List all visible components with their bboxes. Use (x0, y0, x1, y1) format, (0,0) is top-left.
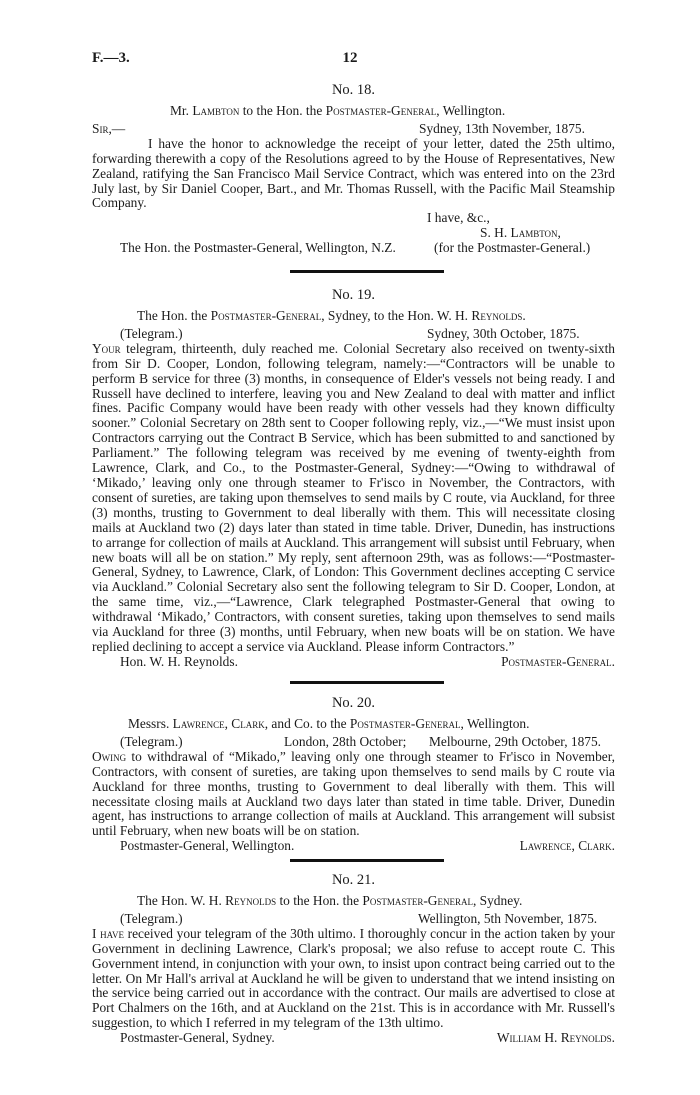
letter-number: No. 18. (331, 82, 376, 98)
addressee: Postmaster-General, Sydney. (120, 1030, 275, 1046)
letter-no-20 (92, 696, 615, 854)
addressee-line (92, 241, 615, 256)
letter-number: No. 19. (331, 287, 376, 303)
letter-heading: The Hon. W. H. Reynolds to the Hon. the Postmaster-General, Sydney. (137, 892, 523, 908)
note-line (92, 735, 615, 750)
letter-body: I have the honor to acknowledge the receipt of your letter, dated the 25th ultimo, forwarding therewith a copy of the Resolutions agreed to by the House of Representatives, New Zealand, ratifying the San Francisco Mail Service Contract, which was entered into on the 23rd July last, by Sir Daniel Cooper, Bart., and Mr. Thomas Russell, with the Pacific Mail Steamship Company. (92, 135, 615, 211)
letter-heading: Messrs. Lawrence, Clark, and Co. to the Postmaster-General, Wellington. (128, 715, 530, 731)
section-divider (290, 859, 444, 862)
note-line (92, 912, 615, 927)
letter-no-18 (92, 83, 615, 256)
place-date: Sydney, 30th October, 1875. (427, 325, 580, 341)
letter-no-21 (92, 873, 615, 1046)
letter-number: No. 21. (331, 872, 376, 888)
section-divider (290, 681, 444, 684)
closing-line (92, 211, 615, 226)
closing: I have, &c., (427, 210, 490, 226)
place-date: Melbourne, 29th October, 1875. (429, 733, 602, 749)
signature-line (92, 655, 615, 670)
section-divider (290, 270, 444, 273)
signature: Lawrence, Clark. (519, 838, 615, 854)
salutation-line (92, 122, 615, 137)
telegram-note: (Telegram.) (120, 325, 183, 341)
signature-line (92, 839, 615, 854)
signature-line (92, 1031, 615, 1046)
place-date: Sydney, 13th November, 1875. (419, 120, 585, 136)
letter-body: I have received your telegram of the 30th ultimo. I thoroughly concur in the action taken by your Government in declining Lawrence, Clark's proposal; we also refuse to accept route C. This Government intend, in conjunction with your own, to insist upon contract being carried out to the letter. On Mr Hall's arrival at Auckland he will be given to understand that we intend insisting on the service being carried out in accordance with the contract. Our mails are advertised to close at Port Chalmers on the 16th, and at Auckland on the 21st. This is in accordance with Mr. Russell's suggestion, to which I referred in my telegram of the 13th ultimo. (92, 925, 615, 1031)
letter-no-19 (92, 288, 615, 670)
letter-body: Owing to withdrawal of “Mikado,” leaving only one through steamer to Fr'isco in November, Contractors, with consent of sureties, are taking upon themselves to send mails by C route via Auckland for three months, trusting to Government to deal liberally with them. This will necessitate closing mails at Auckland two days later than stated in time table. Driver, Dunedin agent, has instructions to arrange collection of mails at Auckland. This arrangement will subsist until February, when new boats will be on station. (92, 748, 615, 839)
signature: Postmaster-General. (501, 653, 615, 669)
addressee: Hon. W. H. Reynolds. (120, 653, 238, 669)
note-line (92, 327, 615, 342)
origin-date: London, 28th October; (284, 733, 407, 749)
letter-number: No. 20. (331, 695, 376, 711)
letter-body: Your telegram, thirteenth, duly reached me. Colonial Secretary also received on twenty-sixth from Sir D. Cooper, London, following telegram, namely:—“Contractors will be unable to perform B service for three (3) months, in consequence of Elder's vessels not being ready. I and Russell have declined to interfere, leaving you and New Zealand to deal with matter and inflict fines. Pacific Company would have been ready with other vessels had they known difficulty sooner.” Colonial Secretary on 28th sent to Cooper following reply, viz.,—“We must insist upon Contractors carrying out the Contract B Service, which has been submitted to and sanctioned by Parliament.” The following telegram was received by me evening of twenty-eighth from Lawrence, Clark, and Co., to the Postmaster-General, Sydney:—“Owing to withdrawal of ‘Mikado,’ leaving only one through steamer to Fr'isco in November, the Contractors, with consent of sureties, are taking upon themselves to send mails by C route, via Auckland, for three (3) months, trusting to Government to deal liberally with them. This will necessitate closing mails at Auckland two (2) days later than stated in time table. Driver, Dunedin, has instructions to arrange for collection of mails at Auckland. This arrangement will subsist until February, when new boats will all be on station.” My reply, sent afternoon 29th, was as follows:—“Postmaster-General, Sydney, to Lawrence, Clark, of London: This Government declines accepting C service via Auckland.” Colonial Secretary also sent the following telegram to Sir D. Cooper, London, at the same time, viz.,—“Lawrence, Clark telegraphed Postmaster-General that owing to withdrawal ‘Mikado,’ Contractors, with consent sureties, taking upon themselves to send mails via Auckland for three (3) months, until February, when new boats will be on station. We have replied declining to accept a service via Auckland. Please inform Contractors.” (92, 340, 615, 654)
telegram-note: (Telegram.) (120, 733, 183, 749)
place-date: Wellington, 5th November, 1875. (418, 910, 598, 926)
letter-heading: The Hon. the Postmaster-General, Sydney, to the Hon. W. H. Reynolds. (137, 307, 526, 323)
signature: S. H. Lambton, (480, 225, 561, 241)
page-number: 12 (342, 50, 358, 66)
addressee: Postmaster-General, Wellington. (120, 838, 295, 854)
signature-note: (for the Postmaster-General.) (434, 240, 591, 256)
letter-heading: Mr. Lambton to the Hon. the Postmaster-General, Wellington. (170, 102, 506, 118)
addressee: The Hon. the Postmaster-General, Wellington, N.Z. (120, 240, 396, 256)
report-code: F.—3. (92, 50, 130, 66)
signature-line (92, 226, 615, 241)
signature: William H. Reynolds. (496, 1030, 615, 1046)
telegram-note: (Telegram.) (120, 910, 183, 926)
salutation: Sir,— (92, 120, 126, 136)
